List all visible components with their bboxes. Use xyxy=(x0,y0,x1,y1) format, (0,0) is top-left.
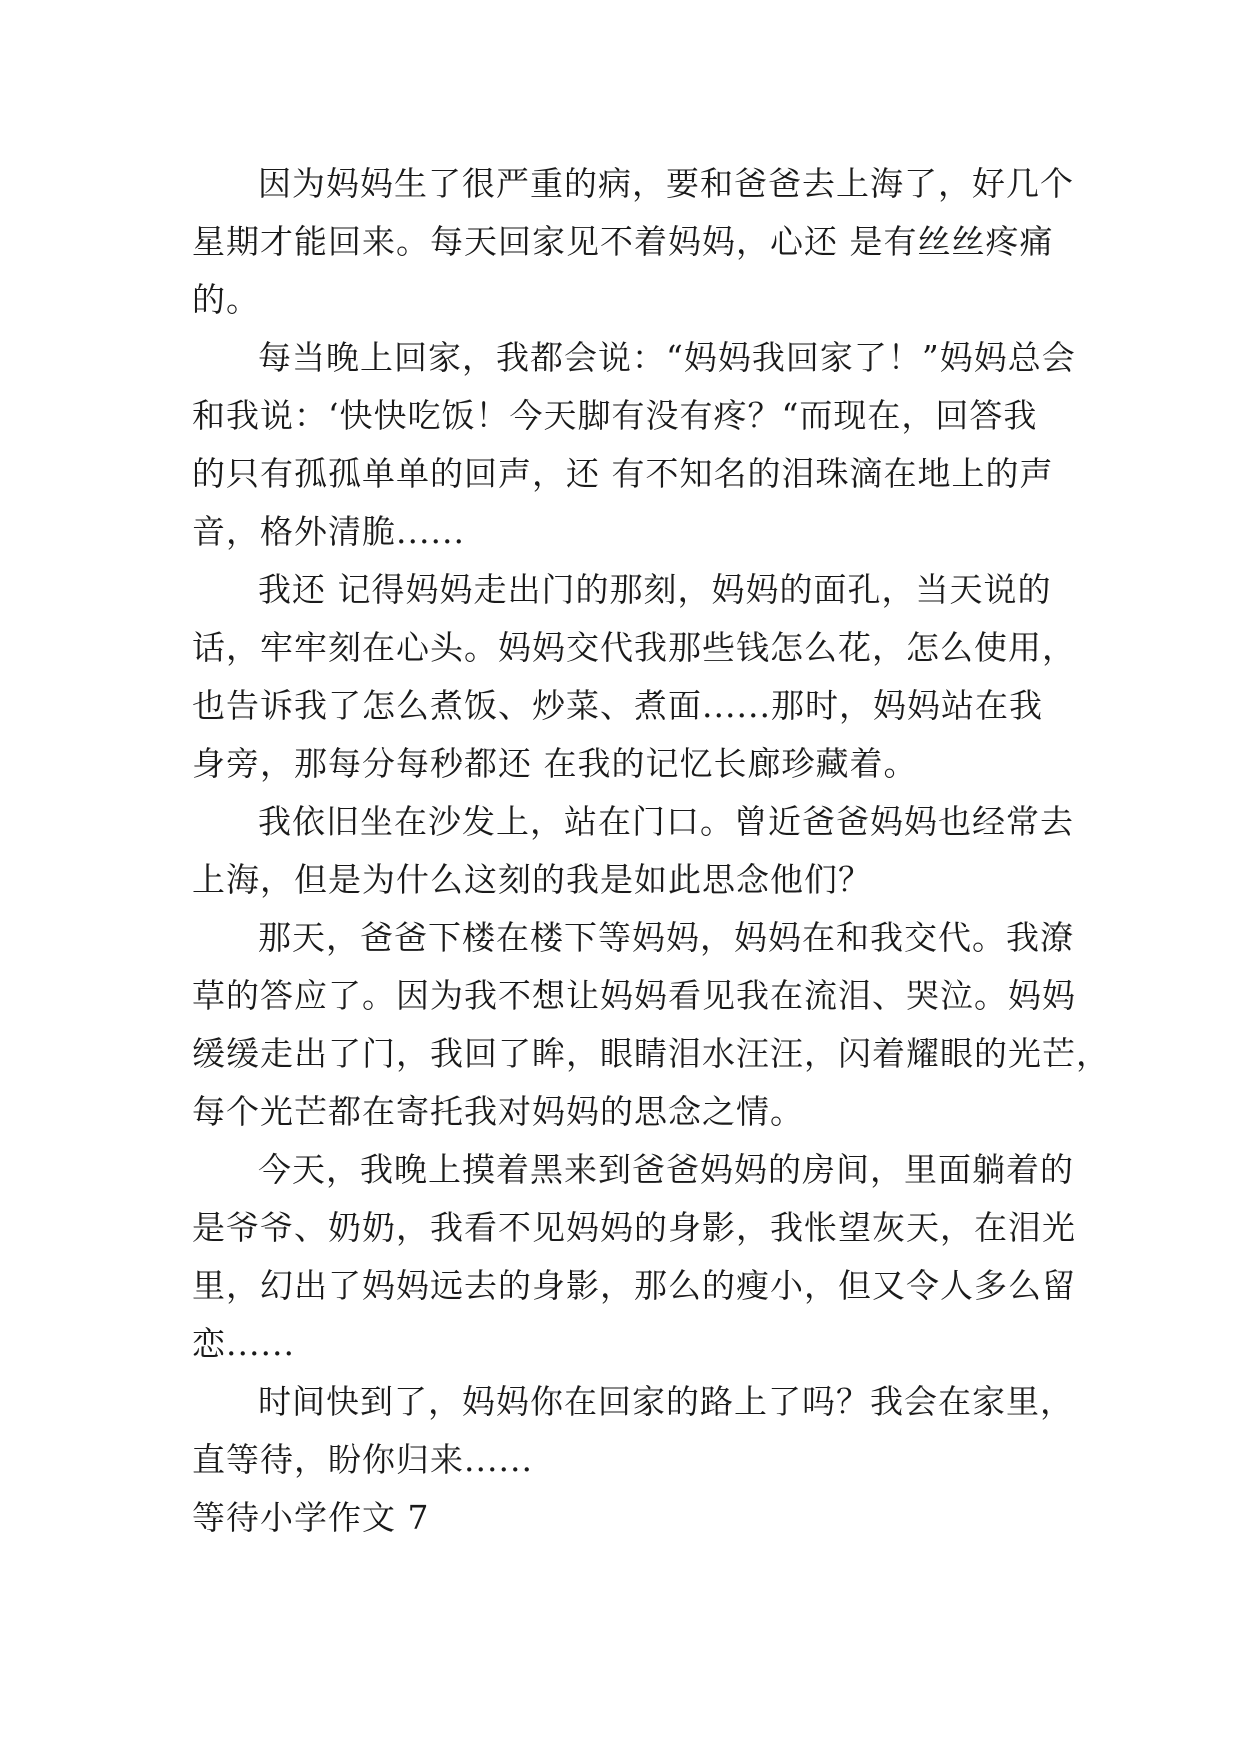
text-line: 时间快到了，妈妈你在回家的路上了吗？我会在家里， xyxy=(258,1382,1074,1421)
text-line: 是爷爷、奶奶，我看不见妈妈的身影，我怅望灰天，在泪光 xyxy=(192,1208,1076,1247)
paragraph xyxy=(192,155,1074,329)
text-line: 草的答应了。因为我不想让妈妈看见我在流泪、哭泣。妈妈 xyxy=(192,976,1076,1015)
text-line: 今天，我晚上摸着黑来到爸爸妈妈的房间，里面躺着的 xyxy=(258,1150,1074,1189)
paragraph xyxy=(192,793,1074,909)
text-line: 每个光芒都在寄托我对妈妈的思念之情。 xyxy=(192,1092,804,1131)
text-line: 缓缓走出了门，我回了眸，眼睛泪水汪汪，闪着耀眼的光芒， xyxy=(192,1034,1110,1073)
text-line: 恋...... xyxy=(192,1324,295,1363)
text-line: 我依旧坐在沙发上，站在门口。曾近爸爸妈妈也经常去 xyxy=(258,802,1074,841)
text-line: 上海，但是为什么这刻的我是如此思念他们？ xyxy=(192,860,872,899)
paragraph xyxy=(192,329,1076,561)
document-page xyxy=(192,155,1110,1547)
text-line: 的。 xyxy=(192,280,260,319)
text-line: 音，格外清脆...... xyxy=(192,512,465,551)
text-line: 也告诉我了怎么煮饭、炒菜、煮面......那时，妈妈站在我 xyxy=(192,686,1043,725)
text-line: 话，牢牢刻在心头。妈妈交代我那些钱怎么花，怎么使用， xyxy=(192,628,1076,667)
text-line: 那天，爸爸下楼在楼下等妈妈，妈妈在和我交代。我潦 xyxy=(258,918,1074,957)
text-line: 每当晚上回家，我都会说：“妈妈我回家了！”妈妈总会 xyxy=(258,338,1076,377)
text-line: 身旁，那每分每秒都还 在我的记忆长廊珍藏着。 xyxy=(192,744,918,783)
paragraph xyxy=(192,1141,1076,1373)
paragraph xyxy=(192,1373,1074,1489)
paragraph xyxy=(192,561,1076,793)
text-line: 星期才能回来。每天回家见不着妈妈，心还 是有丝丝疼痛 xyxy=(192,222,1054,261)
paragraph xyxy=(192,909,1110,1141)
text-line: 我还 记得妈妈走出门的那刻，妈妈的面孔，当天说的 xyxy=(258,570,1052,609)
text-line: 里，幻出了妈妈远去的身影，那么的瘦小，但又令人多么留 xyxy=(192,1266,1076,1305)
text-line: 的只有孤孤单单的回声，还 有不知名的泪珠滴在地上的声 xyxy=(192,454,1054,493)
text-line: 因为妈妈生了很严重的病，要和爸爸去上海了，好几个 xyxy=(258,164,1074,203)
section-heading: 等待小学作文 7 xyxy=(192,1498,430,1537)
text-line: 直等待，盼你归来...... xyxy=(192,1440,533,1479)
text-line: 和我说：‘快快吃饭！今天脚有没有疼？“而现在，回答我 xyxy=(192,396,1038,435)
